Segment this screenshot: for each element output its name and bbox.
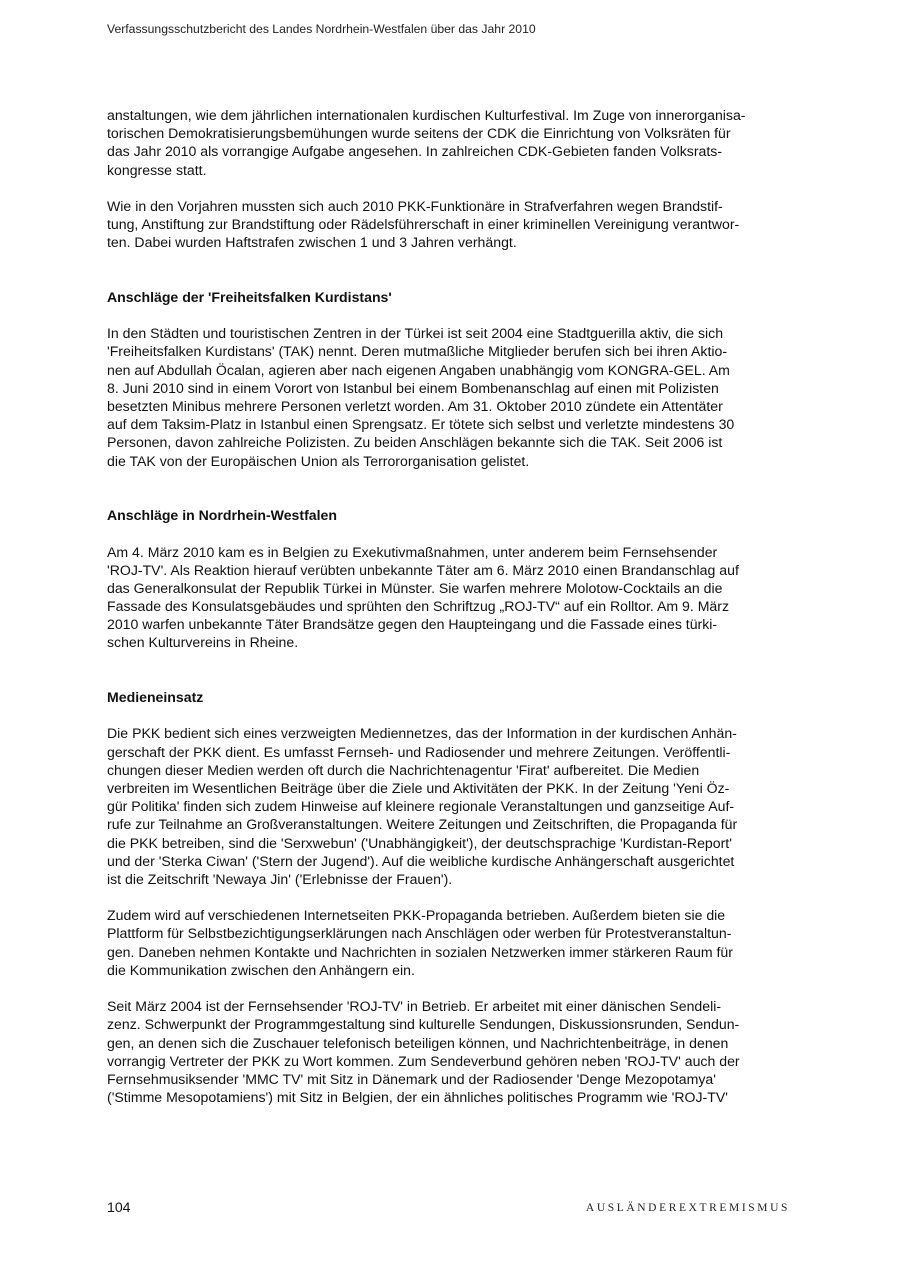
- paragraph-strafverfahren: [107, 197, 797, 252]
- text-line: Am 4. März 2010 kam es in Belgien zu Exekutivmaßnahmen, unter anderem beim Fernsehsender: [107, 543, 718, 560]
- paragraph-tak: [107, 324, 797, 470]
- text-line: die TAK von der Europäischen Union als Terrororganisation gelistet.: [107, 452, 530, 469]
- text-line: 'ROJ-TV'. Als Reaktion hierauf verübten unbekannte Täter am 6. März 2010 einen Brandanschlag auf: [107, 561, 739, 578]
- paragraph-cdk-volksraete: [107, 106, 797, 179]
- text-line: und der 'Sterka Ciwan' ('Stern der Jugend'). Auf die weibliche kurdische Anhängerschaft ausgerichtet: [107, 852, 735, 869]
- text-line: Zudem wird auf verschiedenen Internetseiten PKK-Propaganda betrieben. Außerdem bieten sie die: [107, 907, 726, 924]
- text-line: tung, Anstiftung zur Brandstiftung oder Rädelsführerschaft in einer kriminellen Vereinigung verantwor-: [107, 216, 740, 233]
- paragraph-mediennetz: [107, 724, 797, 888]
- text-line: nen auf Abdullah Öcalan, agieren aber nach eigenen Angaben unabhängig vom KONGRA-GEL. Am: [107, 361, 730, 378]
- text-line: anstaltungen, wie dem jährlichen internationalen kurdischen Kulturfestival. Im Zuge von innerorganisa-: [107, 107, 746, 123]
- section-heading-freiheitsfalken: Anschläge der 'Freiheitsfalken Kurdistans': [107, 288, 392, 305]
- text-line: gen. Daneben nehmen Kontakte und Nachrichten in sozialen Netzwerken immer stärkeren Raum für: [107, 943, 733, 960]
- text-line: chungen dieser Medien werden oft durch die Nachrichtenagentur 'Firat' aufbereitet. Die Medien: [107, 761, 700, 778]
- text-line: auf dem Taksim-Platz in Istanbul einen Sprengsatz. Er tötete sich selbst und verletzte mindestens 30: [107, 416, 735, 433]
- page-body: [107, 106, 797, 1106]
- text-line: vorrangig Vertreter der PKK zu Wort kommen. Zum Sendeverbund gehören neben 'ROJ-TV' auch der: [107, 1052, 740, 1069]
- running-header: Verfassungsschutzbericht des Landes Nordrhein-Westfalen über das Jahr 2010: [107, 22, 536, 36]
- text-line: die Kommunikation zwischen den Anhängern ein.: [107, 961, 415, 978]
- text-line: ist die Zeitschrift 'Newaya Jin' ('Erlebnisse der Frauen').: [107, 870, 453, 887]
- text-line: ('Stimme Mesopotamiens') mit Sitz in Belgien, der ein ähnliches politisches Programm wie 'ROJ-TV': [107, 1089, 728, 1106]
- text-line: torischen Demokratisierungsbemühungen wurde seitens der CDK die Einrichtung von Volksräten für: [107, 125, 731, 142]
- text-line: zenz. Schwerpunkt der Programmgestaltung sind kulturelle Sendungen, Diskussionsrunden, Sendun-: [107, 1016, 740, 1033]
- text-line: Seit März 2004 ist der Fernsehsender 'ROJ-TV' in Betrieb. Er arbeitet mit einer dänischen Sendeli-: [107, 998, 722, 1015]
- text-line: ten. Dabei wurden Haftstrafen zwischen 1 und 3 Jahren verhängt.: [107, 234, 517, 251]
- text-line: gür Politika' finden sich zudem Hinweise auf kleinere regionale Veranstaltungen und ganzseitige Auf-: [107, 798, 735, 815]
- text-line: Plattform für Selbstbezichtigungserklärungen nach Anschlägen oder werben für Protestveranstaltun-: [107, 925, 732, 942]
- paragraph-internet: [107, 906, 797, 979]
- text-line: gerschaft der PKK dient. Es umfasst Fernseh- und Radiosender und mehrere Zeitungen. Veröffentli-: [107, 743, 731, 760]
- text-line: 8. Juni 2010 sind in einem Vorort von Istanbul bei einem Bombenanschlag auf einen mit Polizisten: [107, 379, 719, 396]
- text-line: Die PKK bedient sich eines verzweigten Mediennetzes, das der Information in der kurdischen Anhän-: [107, 725, 737, 742]
- text-line: das Jahr 2010 als vorrangige Aufgabe angesehen. In zahlreichen CDK-Gebieten fanden Volksrats-: [107, 143, 723, 160]
- page-number: 104: [107, 1199, 131, 1215]
- text-line: 2010 warfen unbekannte Täter Brandsätze gegen den Haupteingang und die Fassade eines türki-: [107, 616, 718, 633]
- text-line: Personen, davon zahlreiche Polizisten. Zu beiden Anschlägen bekannte sich die TAK. Seit 2006 ist: [107, 434, 723, 451]
- text-line: verbreiten im Wesentlichen Beiträge über die Ziele und Aktivitäten der PKK. In der Zeitung 'Yeni Öz-: [107, 779, 730, 796]
- text-line: das Generalkonsulat der Republik Türkei in Münster. Sie warfen mehrere Molotow-Cocktails an die: [107, 579, 723, 596]
- text-line: Fassade des Konsulatsgebäudes und sprühten den Schriftzug „ROJ-TV“ auf ein Rolltor. Am 9. März: [107, 598, 730, 615]
- text-line: In den Städten und touristischen Zentren in der Türkei ist seit 2004 eine Stadtguerilla aktiv, die sich: [107, 325, 724, 342]
- text-line: schen Kulturvereins in Rheine.: [107, 634, 299, 651]
- text-line: rufe zur Teilnahme an Großveranstaltungen. Weitere Zeitungen und Zeitschriften, die Propaganda für: [107, 816, 738, 833]
- section-heading-nrw: Anschläge in Nordrhein-Westfalen: [107, 507, 337, 524]
- chapter-title: AUSLÄNDEREXTREMISMUS: [585, 1202, 790, 1214]
- text-line: Wie in den Vorjahren mussten sich auch 2010 PKK-Funktionäre in Strafverfahren wegen Brandstif-: [107, 197, 723, 214]
- text-line: die PKK betreiben, sind die 'Serxwebun' ('Unabhängigkeit'), der deutschsprachige 'Kurdistan-Report': [107, 834, 732, 851]
- section-heading-medieneinsatz: Medieneinsatz: [107, 689, 204, 706]
- text-line: 'Freiheitsfalken Kurdistans' (TAK) nennt. Deren mutmaßliche Mitglieder berufen sich bei ihren Aktio-: [107, 343, 728, 360]
- text-line: Fernsehmusiksender 'MMC TV' mit Sitz in Dänemark und der Radiosender 'Denge Mezopotamya': [107, 1070, 716, 1087]
- text-line: besetzten Minibus mehrere Personen verletzt worden. Am 31. Oktober 2010 zündete ein Attentäter: [107, 398, 723, 415]
- text-line: kongresse statt.: [107, 161, 207, 178]
- paragraph-roj-tv: [107, 997, 797, 1106]
- paragraph-anschlaege-nrw: [107, 543, 797, 652]
- text-line: gen, an denen sich die Zuschauer telefonisch beteiligen können, und Nachrichtenbeiträge, in denen: [107, 1034, 729, 1051]
